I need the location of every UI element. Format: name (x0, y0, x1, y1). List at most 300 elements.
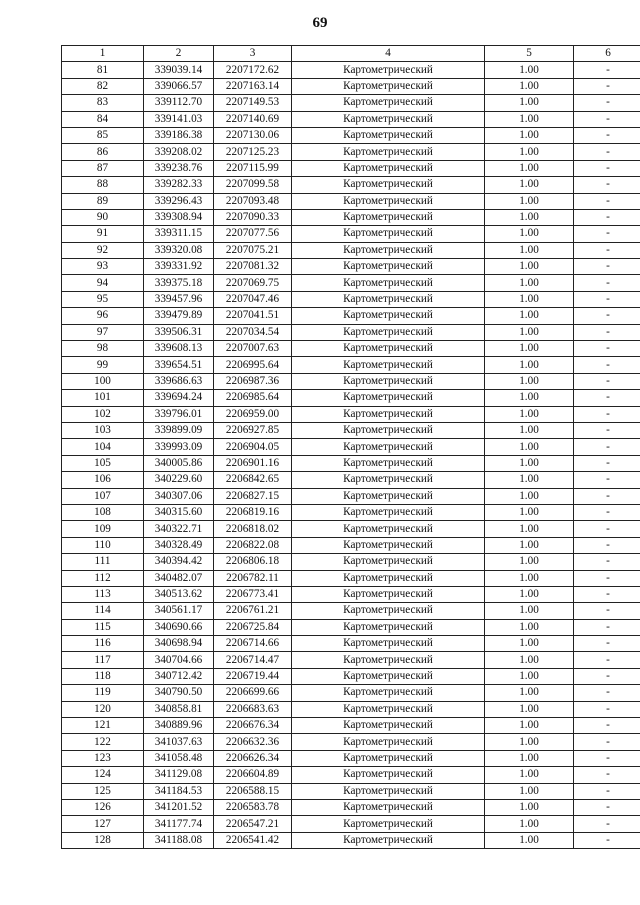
table-cell: 340394.42 (144, 554, 214, 570)
table-row (62, 422, 640, 438)
table-cell: - (574, 521, 640, 537)
table-cell: 339308.94 (144, 209, 214, 225)
table-cell: 339112.70 (144, 95, 214, 111)
table-cell: 2206842.65 (214, 472, 292, 488)
table-cell: 339311.15 (144, 226, 214, 242)
table-cell: 1.00 (485, 209, 574, 225)
table-cell: Картометрический (292, 193, 485, 209)
table-cell: - (574, 275, 640, 291)
table-cell: Картометрический (292, 472, 485, 488)
table-cell: 2207172.62 (214, 62, 292, 78)
table-cell: 1.00 (485, 816, 574, 832)
table-cell: 2206683.63 (214, 701, 292, 717)
table-cell: - (574, 78, 640, 94)
table-cell: 85 (62, 127, 144, 143)
table-cell: Картометрический (292, 783, 485, 799)
table-cell: 1.00 (485, 144, 574, 160)
table-cell: 341201.52 (144, 799, 214, 815)
table-cell: 2206818.02 (214, 521, 292, 537)
table-row (62, 111, 640, 127)
table-cell: 124 (62, 767, 144, 783)
table-cell: 340712.42 (144, 668, 214, 684)
table-cell: 339039.14 (144, 62, 214, 78)
table-row (62, 144, 640, 160)
table-cell: 2206725.84 (214, 619, 292, 635)
table-row (62, 718, 640, 734)
table-cell: 128 (62, 832, 144, 848)
table-row (62, 95, 640, 111)
table-cell: - (574, 685, 640, 701)
table-cell: Картометрический (292, 619, 485, 635)
table-row (62, 685, 640, 701)
table-cell: 101 (62, 390, 144, 406)
table-cell: - (574, 504, 640, 520)
table-row (62, 586, 640, 602)
table-row (62, 767, 640, 783)
table-cell: 341184.53 (144, 783, 214, 799)
table-row (62, 275, 640, 291)
table-cell: 1.00 (485, 799, 574, 815)
table-cell: 1.00 (485, 111, 574, 127)
table-cell: Картометрический (292, 242, 485, 258)
table-cell: - (574, 406, 640, 422)
table-row (62, 554, 640, 570)
table-row (62, 308, 640, 324)
table-cell: - (574, 718, 640, 734)
table-cell: 340328.49 (144, 537, 214, 553)
table-cell: Картометрический (292, 275, 485, 291)
table-cell: 1.00 (485, 570, 574, 586)
table-cell: 1.00 (485, 734, 574, 750)
table-cell: 1.00 (485, 341, 574, 357)
table-cell: Картометрический (292, 668, 485, 684)
table-cell: Картометрический (292, 226, 485, 242)
table-cell: - (574, 570, 640, 586)
table-cell: 1.00 (485, 537, 574, 553)
table-cell: 2206904.05 (214, 439, 292, 455)
table-cell: 2207007.63 (214, 341, 292, 357)
table-cell: - (574, 652, 640, 668)
table-cell: 1.00 (485, 439, 574, 455)
table-cell: 110 (62, 537, 144, 553)
table-cell: 2206782.11 (214, 570, 292, 586)
table-cell: 2206985.64 (214, 390, 292, 406)
table-cell: - (574, 668, 640, 684)
table-cell: 119 (62, 685, 144, 701)
table-cell: - (574, 586, 640, 602)
table-cell: 96 (62, 308, 144, 324)
table-cell: Картометрический (292, 767, 485, 783)
table-cell: 112 (62, 570, 144, 586)
table-cell: Картометрический (292, 685, 485, 701)
table-cell: 2207081.32 (214, 259, 292, 275)
table-row (62, 521, 640, 537)
table-cell: Картометрический (292, 127, 485, 143)
table-cell: 2206676.34 (214, 718, 292, 734)
table-cell: 107 (62, 488, 144, 504)
table-row (62, 504, 640, 520)
table-row (62, 406, 640, 422)
table-cell: 2206541.42 (214, 832, 292, 848)
table-row (62, 160, 640, 176)
table-cell: 1.00 (485, 127, 574, 143)
table-row (62, 127, 640, 143)
table-cell: 125 (62, 783, 144, 799)
table-cell: Картометрический (292, 504, 485, 520)
table-cell: - (574, 636, 640, 652)
table-cell: 339066.57 (144, 78, 214, 94)
table-cell: 104 (62, 439, 144, 455)
table-cell: Картометрический (292, 439, 485, 455)
table-cell: 339654.51 (144, 357, 214, 373)
table-cell: 1.00 (485, 422, 574, 438)
table-cell: 117 (62, 652, 144, 668)
table-cell: 2206632.36 (214, 734, 292, 750)
table-cell: - (574, 291, 640, 307)
column-header: 3 (214, 46, 292, 62)
table-cell: Картометрический (292, 373, 485, 389)
table-cell: 2206822.08 (214, 537, 292, 553)
table-cell: - (574, 832, 640, 848)
table-cell: 2207163.14 (214, 78, 292, 94)
table-cell: 341129.08 (144, 767, 214, 783)
table-row (62, 816, 640, 832)
table-cell: 1.00 (485, 652, 574, 668)
table-cell: - (574, 701, 640, 717)
table-cell: 339141.03 (144, 111, 214, 127)
table-cell: 2207093.48 (214, 193, 292, 209)
table-cell: 1.00 (485, 324, 574, 340)
table-cell: 2207034.54 (214, 324, 292, 340)
table-cell: 339686.63 (144, 373, 214, 389)
table-cell: 2206761.21 (214, 603, 292, 619)
table-cell: 2207090.33 (214, 209, 292, 225)
table-cell: 2207075.21 (214, 242, 292, 258)
table-cell: 339796.01 (144, 406, 214, 422)
table-cell: 339186.38 (144, 127, 214, 143)
table-cell: 1.00 (485, 504, 574, 520)
table-cell: 339899.09 (144, 422, 214, 438)
table-row (62, 357, 640, 373)
table-cell: 109 (62, 521, 144, 537)
table-cell: 339208.02 (144, 144, 214, 160)
table-cell: 2206547.21 (214, 816, 292, 832)
table-cell: 340315.60 (144, 504, 214, 520)
table-cell: 340482.07 (144, 570, 214, 586)
table-cell: 1.00 (485, 291, 574, 307)
table-row (62, 242, 640, 258)
table-cell: - (574, 62, 640, 78)
table-cell: - (574, 455, 640, 471)
table-row (62, 209, 640, 225)
table-cell: Картометрический (292, 341, 485, 357)
table-cell: 1.00 (485, 308, 574, 324)
table-cell: 120 (62, 701, 144, 717)
table-cell: 98 (62, 341, 144, 357)
table-cell: 340690.66 (144, 619, 214, 635)
table-body (62, 62, 640, 849)
table-cell: 103 (62, 422, 144, 438)
table-cell: Картометрический (292, 799, 485, 815)
column-header: 2 (144, 46, 214, 62)
table-cell: 2206959.00 (214, 406, 292, 422)
table-cell: Картометрический (292, 111, 485, 127)
table-cell: 340704.66 (144, 652, 214, 668)
table-cell: 122 (62, 734, 144, 750)
table-cell: 341058.48 (144, 750, 214, 766)
table-cell: - (574, 259, 640, 275)
table-row (62, 668, 640, 684)
coordinates-table (61, 45, 640, 849)
table-cell: 2207047.46 (214, 291, 292, 307)
table-row (62, 259, 640, 275)
table-cell: 340561.17 (144, 603, 214, 619)
table-cell: 339506.31 (144, 324, 214, 340)
table-cell: 2207130.06 (214, 127, 292, 143)
table-row (62, 783, 640, 799)
table-row (62, 78, 640, 94)
table-cell: - (574, 324, 640, 340)
table-cell: 339331.92 (144, 259, 214, 275)
table-row (62, 734, 640, 750)
table-cell: 339694.24 (144, 390, 214, 406)
table-cell: 339375.18 (144, 275, 214, 291)
table-cell: Картометрический (292, 455, 485, 471)
table-cell: 1.00 (485, 160, 574, 176)
coordinates-table-container (61, 45, 611, 849)
table-cell: Картометрический (292, 144, 485, 160)
table-cell: 2206806.18 (214, 554, 292, 570)
table-cell: 1.00 (485, 406, 574, 422)
table-row (62, 488, 640, 504)
table-cell: 341188.08 (144, 832, 214, 848)
table-cell: Картометрический (292, 308, 485, 324)
table-row (62, 652, 640, 668)
table-cell: - (574, 422, 640, 438)
table-cell: 1.00 (485, 832, 574, 848)
table-cell: Картометрический (292, 537, 485, 553)
table-cell: 340322.71 (144, 521, 214, 537)
table-cell: 2206583.78 (214, 799, 292, 815)
table-cell: - (574, 177, 640, 193)
table-cell: Картометрический (292, 160, 485, 176)
table-cell: 82 (62, 78, 144, 94)
table-row (62, 177, 640, 193)
table-cell: Картометрический (292, 390, 485, 406)
table-cell: Картометрический (292, 636, 485, 652)
table-cell: 2206604.89 (214, 767, 292, 783)
table-cell: 1.00 (485, 488, 574, 504)
table-cell: Картометрический (292, 750, 485, 766)
table-cell: Картометрический (292, 422, 485, 438)
table-cell: 340005.86 (144, 455, 214, 471)
table-cell: 339457.96 (144, 291, 214, 307)
table-cell: 2206714.47 (214, 652, 292, 668)
table-row (62, 603, 640, 619)
table-cell: Картометрический (292, 177, 485, 193)
table-cell: - (574, 603, 640, 619)
table-cell: 340889.96 (144, 718, 214, 734)
table-cell: Картометрический (292, 570, 485, 586)
table-cell: Картометрический (292, 209, 485, 225)
table-cell: 2207041.51 (214, 308, 292, 324)
table-cell: 1.00 (485, 783, 574, 799)
table-cell: 340229.60 (144, 472, 214, 488)
table-cell: 99 (62, 357, 144, 373)
table-cell: - (574, 734, 640, 750)
table-cell: - (574, 390, 640, 406)
table-cell: 1.00 (485, 193, 574, 209)
table-cell: 127 (62, 816, 144, 832)
table-cell: 1.00 (485, 685, 574, 701)
table-row (62, 455, 640, 471)
table-cell: 339479.89 (144, 308, 214, 324)
table-cell: 115 (62, 619, 144, 635)
table-cell: 1.00 (485, 177, 574, 193)
table-cell: Картометрический (292, 652, 485, 668)
table-cell: 88 (62, 177, 144, 193)
table-cell: 1.00 (485, 455, 574, 471)
column-header: 4 (292, 46, 485, 62)
table-cell: 121 (62, 718, 144, 734)
table-cell: 2207069.75 (214, 275, 292, 291)
table-cell: 340698.94 (144, 636, 214, 652)
table-cell: 1.00 (485, 275, 574, 291)
table-cell: 1.00 (485, 619, 574, 635)
table-cell: 2207077.56 (214, 226, 292, 242)
table-row (62, 62, 640, 78)
table-cell: 1.00 (485, 701, 574, 717)
table-cell: - (574, 193, 640, 209)
table-header-row (62, 46, 640, 62)
table-cell: Картометрический (292, 291, 485, 307)
table-cell: Картометрический (292, 701, 485, 717)
table-cell: Картометрический (292, 816, 485, 832)
table-row (62, 636, 640, 652)
table-cell: Картометрический (292, 718, 485, 734)
table-cell: 2206987.36 (214, 373, 292, 389)
table-row (62, 341, 640, 357)
table-cell: 90 (62, 209, 144, 225)
table-cell: 2206626.34 (214, 750, 292, 766)
table-row (62, 291, 640, 307)
table-cell: - (574, 488, 640, 504)
table-cell: - (574, 341, 640, 357)
table-cell: 2207149.53 (214, 95, 292, 111)
table-cell: 126 (62, 799, 144, 815)
table-cell: - (574, 472, 640, 488)
table-cell: Картометрический (292, 832, 485, 848)
column-header: 1 (62, 46, 144, 62)
table-cell: 339296.43 (144, 193, 214, 209)
table-cell: 339238.76 (144, 160, 214, 176)
table-row (62, 570, 640, 586)
table-cell: 340790.50 (144, 685, 214, 701)
page-number: 69 (312, 15, 328, 31)
table-cell: 1.00 (485, 750, 574, 766)
table-cell: Картометрический (292, 554, 485, 570)
table-row (62, 193, 640, 209)
table-cell: 339608.13 (144, 341, 214, 357)
table-cell: - (574, 619, 640, 635)
table-cell: - (574, 767, 640, 783)
table-cell: 1.00 (485, 242, 574, 258)
table-row (62, 390, 640, 406)
table-cell: 91 (62, 226, 144, 242)
table-row (62, 537, 640, 553)
table-cell: 93 (62, 259, 144, 275)
table-cell: 1.00 (485, 78, 574, 94)
table-row (62, 799, 640, 815)
table-cell: 84 (62, 111, 144, 127)
table-cell: Картометрический (292, 586, 485, 602)
table-cell: 341037.63 (144, 734, 214, 750)
table-cell: 1.00 (485, 767, 574, 783)
table-cell: - (574, 144, 640, 160)
table-cell: 113 (62, 586, 144, 602)
table-cell: 1.00 (485, 521, 574, 537)
table-cell: - (574, 799, 640, 815)
table-cell: - (574, 111, 640, 127)
table-cell: 1.00 (485, 62, 574, 78)
table-cell: 95 (62, 291, 144, 307)
table-cell: 341177.74 (144, 816, 214, 832)
table-cell: 2207140.69 (214, 111, 292, 127)
table-cell: 89 (62, 193, 144, 209)
table-row (62, 619, 640, 635)
table-cell: 340858.81 (144, 701, 214, 717)
table-cell: Картометрический (292, 406, 485, 422)
table-cell: - (574, 537, 640, 553)
table-cell: 102 (62, 406, 144, 422)
table-cell: 1.00 (485, 226, 574, 242)
table-cell: - (574, 750, 640, 766)
table-cell: 339282.33 (144, 177, 214, 193)
table-cell: - (574, 439, 640, 455)
column-header: 6 (574, 46, 640, 62)
table-cell: - (574, 226, 640, 242)
table-row (62, 324, 640, 340)
table-row (62, 373, 640, 389)
table-cell: 2207099.58 (214, 177, 292, 193)
table-cell: 83 (62, 95, 144, 111)
column-header: 5 (485, 46, 574, 62)
table-cell: Картометрический (292, 734, 485, 750)
table-cell: Картометрический (292, 259, 485, 275)
table-cell: - (574, 783, 640, 799)
table-cell: - (574, 160, 640, 176)
table-cell: 1.00 (485, 636, 574, 652)
table-row (62, 701, 640, 717)
table-cell: 118 (62, 668, 144, 684)
table-row (62, 439, 640, 455)
table-row (62, 472, 640, 488)
table-cell: Картометрический (292, 357, 485, 373)
table-cell: 339993.09 (144, 439, 214, 455)
table-cell: 1.00 (485, 390, 574, 406)
table-cell: 1.00 (485, 718, 574, 734)
table-row (62, 750, 640, 766)
table-cell: 105 (62, 455, 144, 471)
table-cell: Картометрический (292, 62, 485, 78)
table-row (62, 226, 640, 242)
table-cell: 1.00 (485, 95, 574, 111)
table-cell: 1.00 (485, 373, 574, 389)
table-cell: 123 (62, 750, 144, 766)
table-cell: 106 (62, 472, 144, 488)
table-cell: 97 (62, 324, 144, 340)
table-cell: 340307.06 (144, 488, 214, 504)
